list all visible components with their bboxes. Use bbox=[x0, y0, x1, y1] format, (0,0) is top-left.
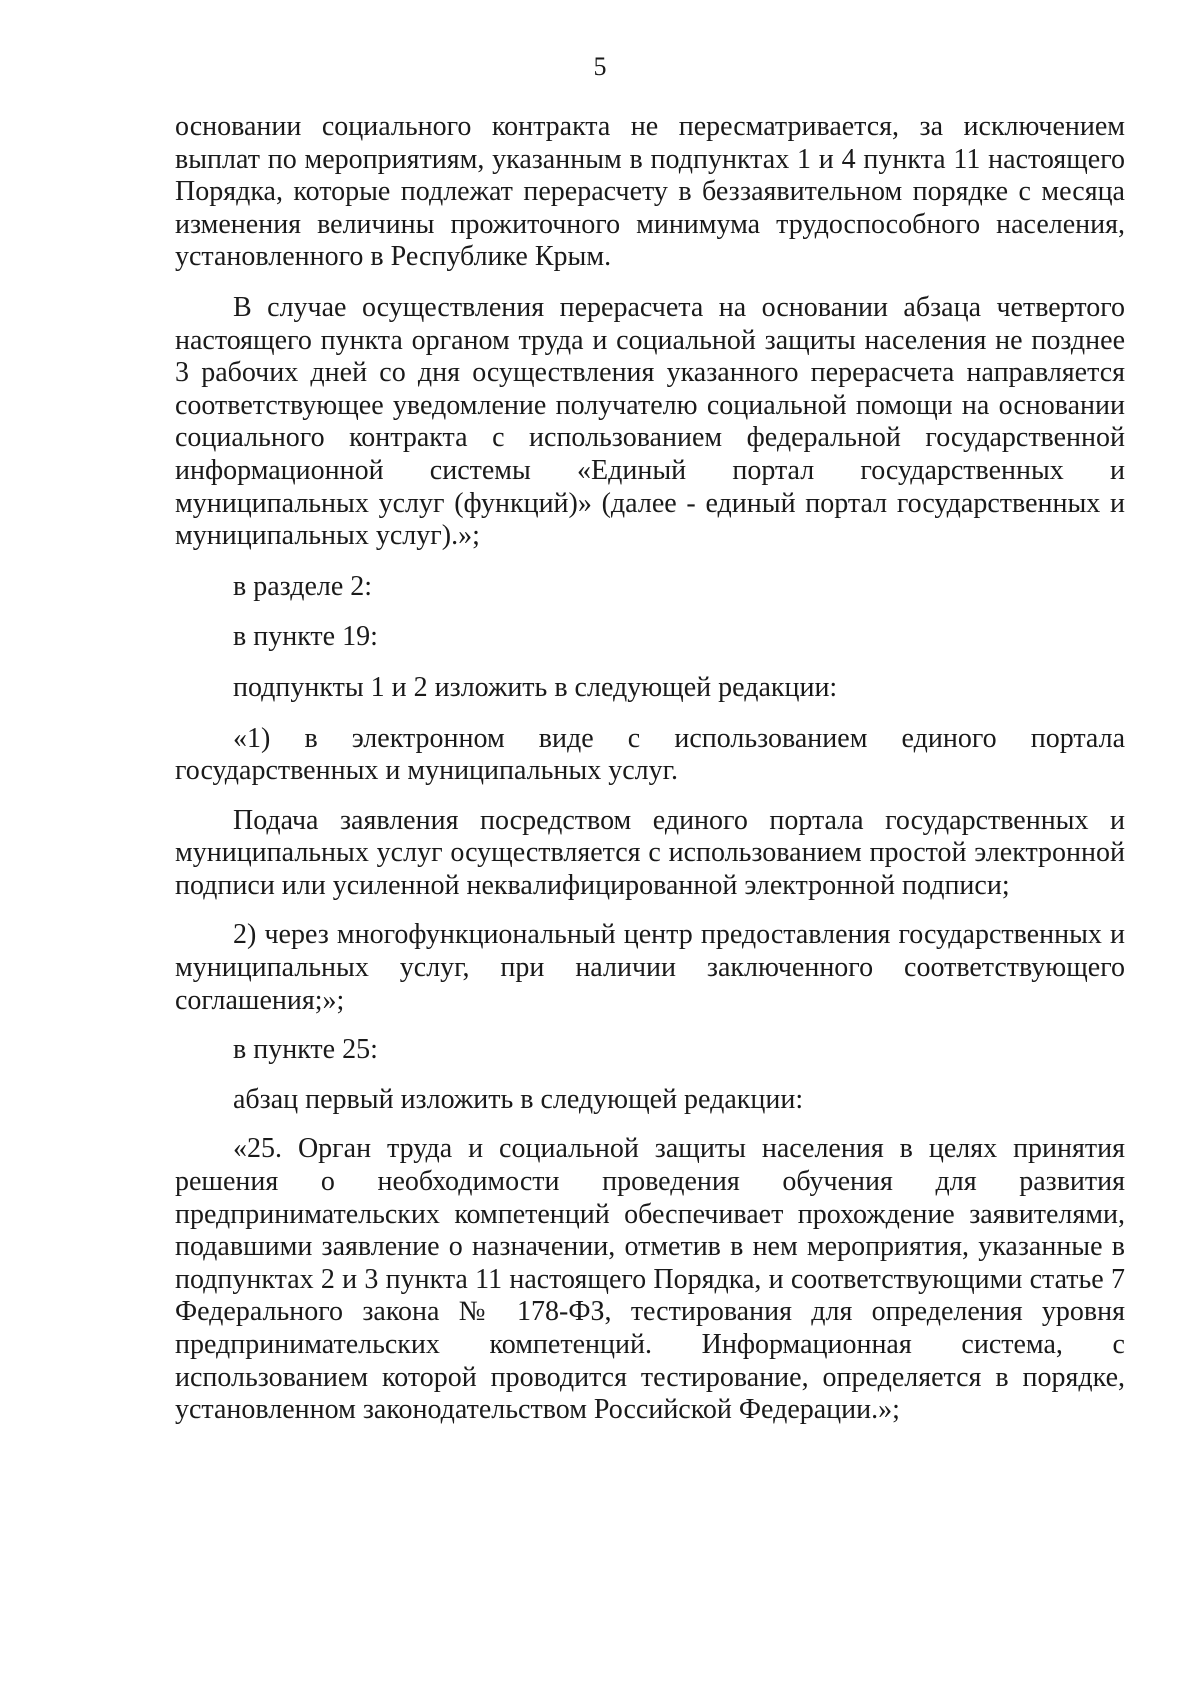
paragraph-first-paragraph-intro: абзац первый изложить в следующей редакции: bbox=[233, 1083, 804, 1115]
paragraph-subpoint-1: «1) в электронном виде с использованием единого портала государственных и муниципальных услуг. bbox=[175, 722, 1125, 787]
paragraph-point-25-text: «25. Орган труда и социальной защиты населения в целях принятия решения о необходимости проведения обучения для развития предпринимательских компетенций обеспечивает прохождение заявителями, подавшими заявление о назначении, отметив в нем мероприятия, указанные в подпунктах 2 и 3 пункта 11 настоящего Порядка, и соответствующими статье 7 Федерального закона № 178-ФЗ, тестирования для определения уровня предпринимательских компетенций. Информационная система, с использованием которой проводится тестирование, определяется в порядке, установленном законодательством Российской Федерации.»; bbox=[175, 1133, 1125, 1426]
document-body bbox=[175, 111, 1125, 1427]
paragraph-section-2: в разделе 2: bbox=[233, 570, 373, 602]
paragraph-application-filing: Подача заявления посредством единого портала государственных и муниципальных услуг осуществляется с использованием простой электронной подписи или усиленной неквалифицированной электронной подписи; bbox=[175, 804, 1125, 901]
paragraph-point-19: в пункте 19: bbox=[233, 621, 378, 653]
paragraph-recalculation-notice: В случае осуществления перерасчета на основании абзаца четвертого настоящего пункта органом труда и социальной защиты населения не позднее 3 рабочих дней со дня осуществления указанного перерасчета направляется соответствующее уведомление получателю социальной помощи на основании социального контракта с использованием федеральной государственной информационной системы «Единый портал государственных и муниципальных услуг (функций)» (далее - единый портал государственных и муниципальных услуг).»; bbox=[175, 291, 1125, 552]
paragraph-subpoint-2: 2) через многофункциональный центр предоставления государственных и муниципальных услуг, при наличии заключенного соответствующего соглашения;»; bbox=[175, 919, 1125, 1016]
page-number: 5 bbox=[593, 52, 607, 81]
paragraph-subpoints-intro: подпункты 1 и 2 изложить в следующей редакции: bbox=[233, 671, 838, 703]
paragraph-point-25: в пункте 25: bbox=[233, 1034, 378, 1066]
paragraph-continuation: основании социального контракта не пересматривается, за исключением выплат по мероприятиям, указанным в подпунктах 1 и 4 пункта 11 настоящего Порядка, которые подлежат перерасчету в беззаявительном порядке с месяца изменения величины прожиточного минимума трудоспособного населения, установленного в Республике Крым. bbox=[175, 111, 1125, 273]
